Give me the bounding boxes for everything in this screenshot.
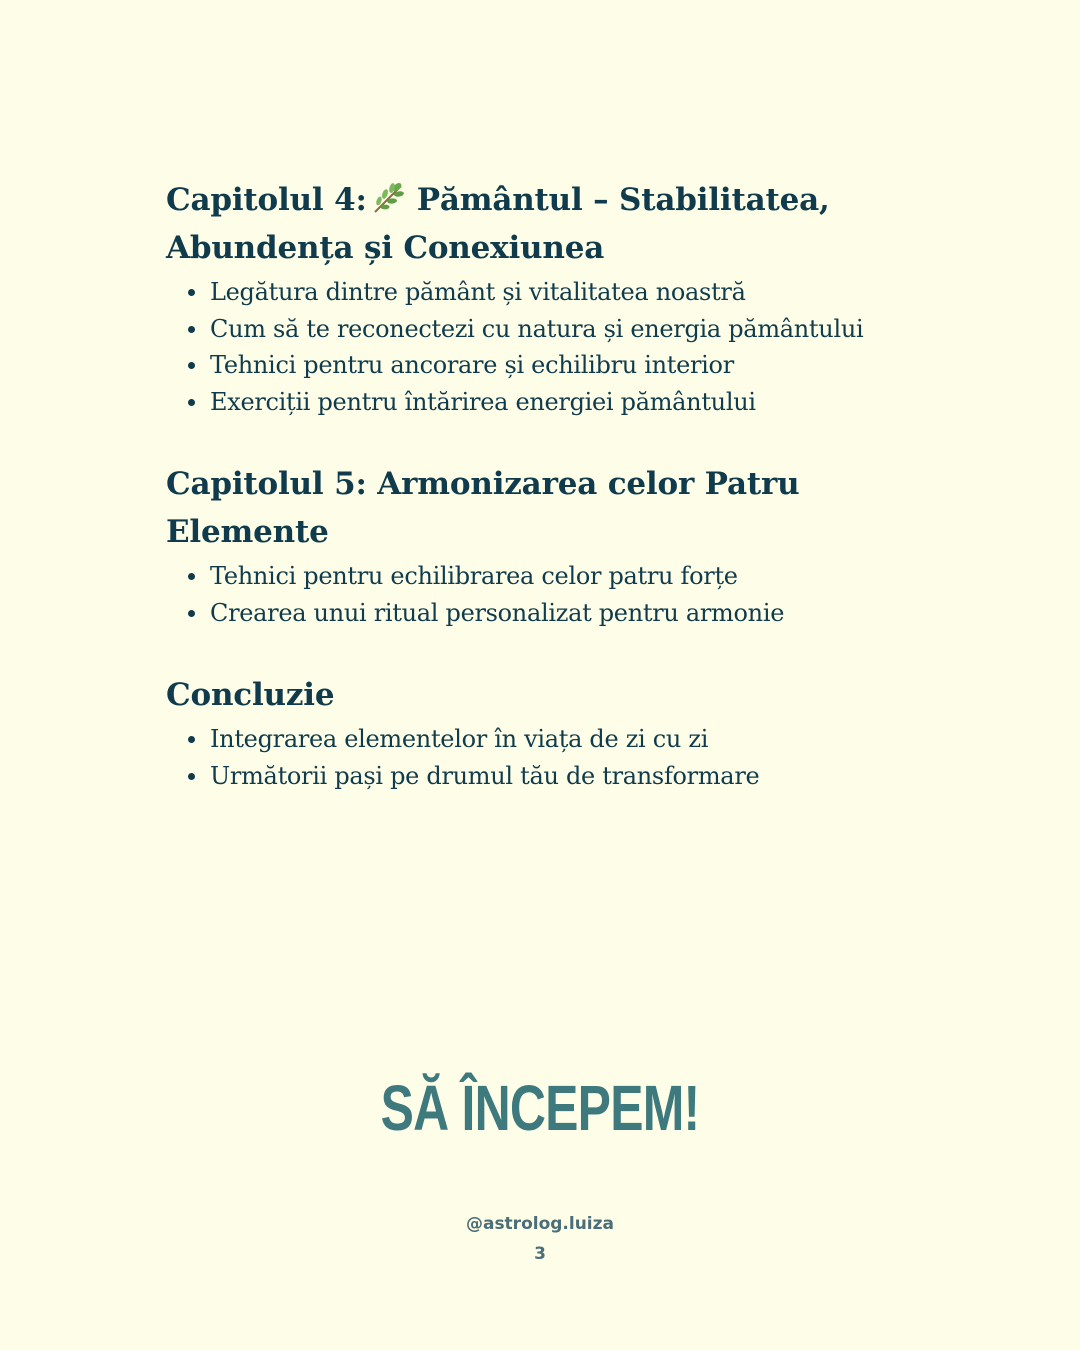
- list-item: Tehnici pentru echilibrarea celor patru forțe: [166, 558, 926, 595]
- list-item: Legătura dintre pământ și vitalitatea noastră: [166, 274, 926, 311]
- chapter-5-list: [166, 558, 926, 631]
- conclusion-list: [166, 721, 926, 794]
- list-item: Tehnici pentru ancorare și echilibru interior: [166, 347, 926, 384]
- list-item: Integrarea elementelor în viața de zi cu zi: [166, 721, 926, 758]
- chapter-4-section: [166, 176, 926, 420]
- chapter-4-heading-prefix: Capitolul 4:: [166, 182, 367, 218]
- bullet-icon: [188, 573, 195, 580]
- table-of-contents: [166, 176, 926, 834]
- bullet-icon: [188, 773, 195, 780]
- list-item: Exerciții pentru întărirea energiei pământului: [166, 384, 926, 421]
- list-item: Cum să te reconectezi cu natura și energia pământului: [166, 311, 926, 348]
- herb-icon: [371, 180, 407, 212]
- list-item: Următorii pași pe drumul tău de transformare: [166, 758, 926, 795]
- author-handle: @astrolog.luiza: [465, 1214, 615, 1234]
- bullet-icon: [188, 326, 195, 333]
- chapter-4-heading: [166, 176, 926, 272]
- bullet-icon: [188, 610, 195, 617]
- bullet-icon: [188, 289, 195, 296]
- conclusion-section: [166, 671, 926, 794]
- conclusion-heading: Concluzie: [166, 677, 335, 713]
- chapter-5-heading: Capitolul 5: Armonizarea celor Patru Elemente: [166, 466, 800, 550]
- bullet-icon: [188, 736, 195, 743]
- bullet-icon: [188, 362, 195, 369]
- chapter-4-heading-text: Pământul – Stabilitatea, Abundența și Conexiunea: [166, 182, 830, 266]
- chapter-4-list: [166, 274, 926, 420]
- list-item: Crearea unui ritual personalizat pentru armonie: [166, 595, 926, 632]
- page-number: 3: [534, 1244, 546, 1264]
- bullet-icon: [188, 399, 195, 406]
- call-to-action: SĂ ÎNCEPEM!: [380, 1072, 700, 1144]
- chapter-5-section: [166, 460, 926, 631]
